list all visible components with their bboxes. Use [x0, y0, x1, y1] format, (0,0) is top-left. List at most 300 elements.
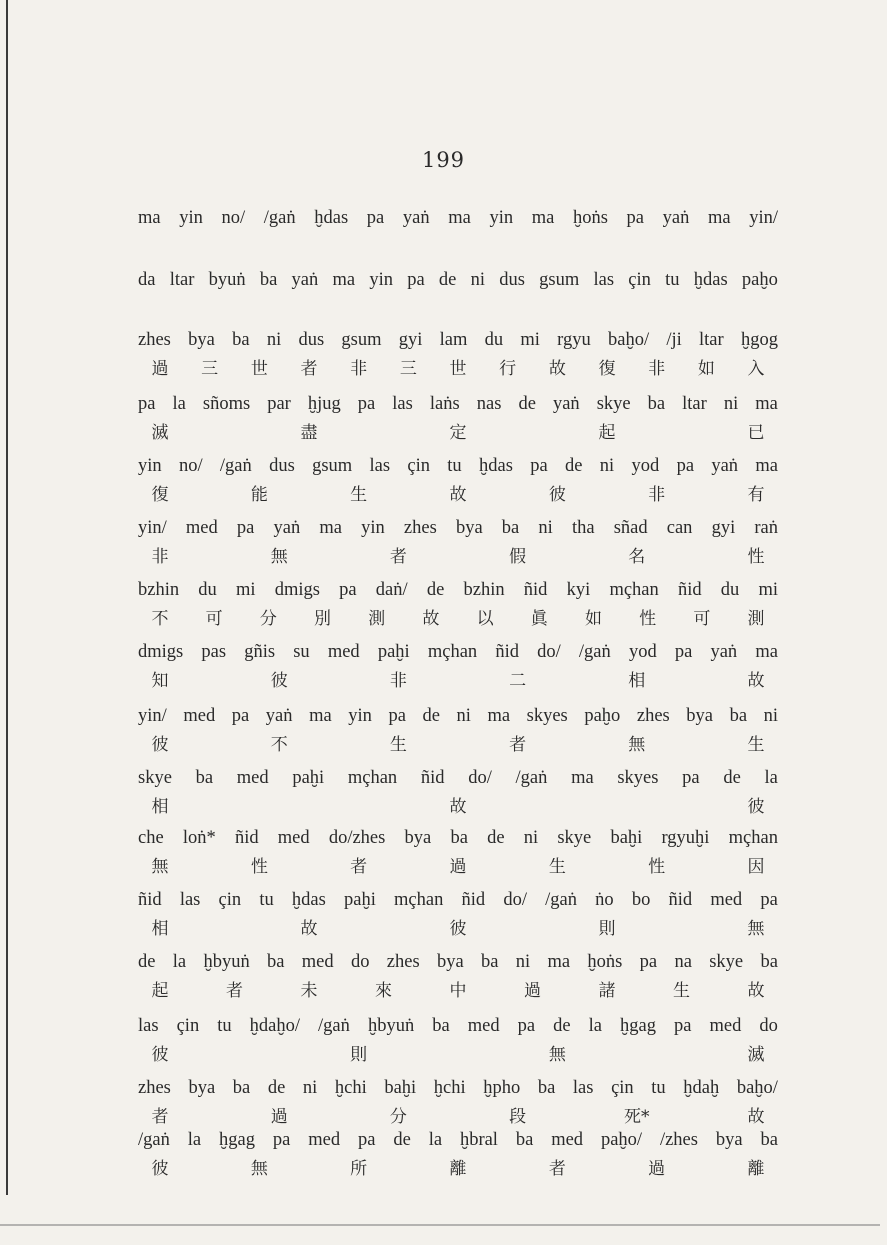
transliteration-word: zhes: [403, 518, 437, 538]
transliteration-word: paḫo: [584, 706, 621, 726]
transliteration-word: mi: [235, 580, 256, 600]
transliteration-word: skyes: [526, 706, 568, 726]
transliteration-word: de: [438, 270, 457, 290]
transliteration-word: baḫi: [384, 1078, 417, 1098]
transliteration-word: pa: [366, 208, 385, 228]
transliteration-word: ma: [448, 208, 471, 228]
chinese-gloss: [138, 1158, 778, 1180]
tibetan-transliteration: [138, 268, 778, 292]
chinese-character: 起: [151, 981, 169, 1001]
transliteration-word: do: [759, 1016, 778, 1036]
transliteration-word: ba: [232, 1078, 251, 1098]
chinese-character: 故: [422, 609, 440, 629]
transliteration-word: ḫdas: [479, 456, 513, 476]
transliteration-word: bya: [436, 952, 464, 972]
transliteration-word: dus: [269, 456, 295, 476]
chinese-character: 彼: [548, 485, 566, 505]
transliteration-word: skye: [709, 952, 744, 972]
chinese-character: 非: [350, 359, 368, 379]
transliteration-word: ñid: [495, 642, 519, 662]
transliteration-word: paḫo/: [600, 1130, 643, 1150]
chinese-character: 過: [449, 857, 467, 877]
chinese-character: 中: [449, 981, 467, 1001]
chinese-character: 則: [350, 1045, 368, 1065]
transliteration-word: /zhes: [659, 1130, 698, 1150]
transliteration-word: dus: [298, 330, 325, 350]
transliteration-word: tu: [651, 1078, 666, 1098]
transliteration-word: pa: [530, 456, 548, 476]
transliteration-word: bo: [631, 890, 651, 910]
chinese-gloss: [138, 980, 778, 1002]
transliteration-word: pa: [760, 890, 778, 910]
chinese-character: 故: [449, 797, 467, 817]
chinese-character: 故: [300, 919, 318, 939]
transliteration-word: bya: [715, 1130, 743, 1150]
chinese-gloss: [138, 670, 778, 692]
chinese-character: 者: [389, 547, 407, 567]
transliteration-word: ba: [647, 394, 666, 414]
transliteration-word: yaṅ: [291, 270, 319, 290]
chinese-character: 測: [747, 609, 765, 629]
transliteration-word: do/: [537, 642, 561, 662]
transliteration-word: ni: [470, 270, 485, 290]
page-number: 199: [421, 148, 466, 172]
chinese-character: 測: [368, 609, 386, 629]
transliteration-word: yin/: [749, 208, 778, 228]
transliteration-word: tha: [571, 518, 595, 538]
transliteration-word: ḫbyuṅ: [367, 1016, 415, 1036]
transliteration-word: ba: [267, 952, 285, 972]
transliteration-word: zhes: [138, 1078, 171, 1098]
transliteration-word: gyi: [711, 518, 736, 538]
transliteration-word: ḫjug: [307, 394, 341, 414]
transliteration-word: la: [588, 1016, 602, 1036]
transliteration-word: paḫi: [343, 890, 376, 910]
chinese-character: 未: [300, 981, 318, 1001]
chinese-character: 性: [747, 547, 765, 567]
chinese-character: 以: [476, 609, 494, 629]
transliteration-word: las: [179, 890, 201, 910]
tibetan-transliteration: [138, 888, 778, 912]
chinese-character: 諸: [598, 981, 616, 1001]
chinese-character: 性: [648, 857, 666, 877]
chinese-character: 無: [628, 735, 646, 755]
transliteration-word: pa: [339, 580, 357, 600]
transliteration-word: de: [393, 1130, 411, 1150]
chinese-character: 知: [151, 671, 169, 691]
transliteration-word: med: [236, 768, 269, 788]
tibetan-transliteration: [138, 516, 778, 540]
chinese-character: 名: [628, 547, 646, 567]
transliteration-word: yaṅ: [265, 706, 293, 726]
tibetan-transliteration: [138, 766, 778, 790]
transliteration-word: ltar: [682, 394, 707, 414]
chinese-character: 非: [389, 671, 407, 691]
transliteration-word: las: [593, 270, 615, 290]
transliteration-word: çin: [611, 1078, 634, 1098]
transliteration-word: ḫgag: [620, 1016, 656, 1036]
transliteration-word: ma: [138, 208, 161, 228]
transliteration-word: ltar: [169, 270, 195, 290]
chinese-character: 則: [598, 919, 616, 939]
transliteration-word: skye: [138, 768, 172, 788]
transliteration-word: do/: [503, 890, 527, 910]
transliteration-word: ni: [302, 1078, 318, 1098]
transliteration-word: mi: [758, 580, 778, 600]
transliteration-word: /gaṅ: [578, 642, 611, 662]
chinese-character: 盡: [300, 423, 318, 443]
transliteration-word: ba: [537, 1078, 556, 1098]
transliteration-word: ni: [523, 828, 539, 848]
chinese-character: 復: [598, 359, 616, 379]
transliteration-word: gsum: [312, 456, 353, 476]
transliteration-word: mçhan: [394, 890, 444, 910]
chinese-character: 滅: [151, 423, 169, 443]
transliteration-word: ḫoṅs: [587, 952, 623, 972]
transliteration-word: dmigs: [274, 580, 320, 600]
chinese-gloss: [138, 484, 778, 506]
chinese-gloss: [138, 422, 778, 444]
transliteration-word: pa: [517, 1016, 536, 1036]
transliteration-word: med: [467, 1016, 500, 1036]
transliteration-word: tu: [259, 890, 274, 910]
chinese-character: 彼: [151, 1159, 169, 1179]
transliteration-word: pa: [388, 706, 406, 726]
transliteration-word: mi: [520, 330, 540, 350]
transliteration-word: ma: [755, 642, 778, 662]
chinese-character: 故: [548, 359, 566, 379]
transliteration-word: do/: [468, 768, 492, 788]
transliteration-word: bzhin: [463, 580, 505, 600]
transliteration-word: zhes: [636, 706, 670, 726]
transliteration-word: med: [710, 890, 743, 910]
chinese-character: 三: [201, 359, 219, 379]
transliteration-word: ba: [259, 270, 278, 290]
tibetan-transliteration: [138, 206, 778, 230]
chinese-character: 非: [648, 359, 666, 379]
chinese-character: 離: [747, 1159, 765, 1179]
transliteration-word: da: [138, 270, 156, 290]
transliteration-word: pa: [357, 394, 376, 414]
transliteration-word: ni: [515, 952, 531, 972]
transliteration-word: /gaṅ: [318, 1016, 350, 1036]
chinese-character: 來: [375, 981, 392, 1001]
transliteration-word: /gaṅ: [138, 1130, 170, 1150]
chinese-character: 過: [270, 1107, 288, 1127]
chinese-character: 生: [673, 981, 690, 1001]
transliteration-word: pa: [639, 952, 658, 972]
transliteration-word: ni: [266, 330, 282, 350]
chinese-character: 生: [747, 735, 765, 755]
transliteration-word: med: [327, 642, 360, 662]
transliteration-word: ma: [755, 394, 778, 414]
chinese-character: 相: [151, 919, 169, 939]
transliteration-word: baḫo/: [608, 330, 650, 350]
chinese-character: 無: [151, 857, 169, 877]
transliteration-word: ḫbral: [459, 1130, 498, 1150]
transliteration-word: la: [172, 952, 187, 972]
transliteration-word: ḫdas: [314, 208, 349, 228]
transliteration-word: ḫdaḫ: [683, 1078, 720, 1098]
transliteration-word: /ji: [666, 330, 682, 350]
chinese-character: 者: [509, 735, 527, 755]
transliteration-word: bya: [455, 518, 483, 538]
transliteration-word: paḫi: [377, 642, 410, 662]
transliteration-word: de: [565, 456, 583, 476]
chinese-character: 段: [509, 1107, 527, 1127]
transliteration-word: med: [185, 518, 218, 538]
chinese-character: 世: [449, 359, 467, 379]
transliteration-word: kyi: [566, 580, 591, 600]
chinese-character: 復: [151, 485, 169, 505]
chinese-character: 彼: [449, 919, 467, 939]
transliteration-word: mçhan: [609, 580, 659, 600]
tibetan-transliteration: [138, 392, 778, 416]
transliteration-word: ba: [501, 518, 520, 538]
transliteration-word: mçhan: [347, 768, 398, 788]
transliteration-word: ba: [760, 1130, 778, 1150]
tibetan-transliteration: [138, 1014, 778, 1038]
transliteration-word: ñid: [677, 580, 702, 600]
transliteration-word: ma: [707, 208, 731, 228]
chinese-character: 分: [389, 1107, 407, 1127]
transliteration-word: ñid: [138, 890, 162, 910]
transliteration-word: sñad: [613, 518, 648, 538]
chinese-character: 眞: [530, 609, 548, 629]
transliteration-word: yin: [138, 456, 162, 476]
chinese-character: 者: [350, 857, 368, 877]
transliteration-word: ni: [723, 394, 739, 414]
chinese-character: 過: [151, 359, 169, 379]
transliteration-word: du: [484, 330, 504, 350]
chinese-gloss: [138, 918, 778, 940]
transliteration-word: yin: [361, 518, 385, 538]
transliteration-word: ñid: [461, 890, 486, 910]
transliteration-word: pa: [272, 1130, 291, 1150]
chinese-character: 別: [314, 609, 332, 629]
chinese-character: 相: [151, 797, 169, 817]
transliteration-word: du: [720, 580, 740, 600]
chinese-character: 行: [499, 359, 517, 379]
transliteration-word: gñis: [244, 642, 276, 662]
transliteration-word: med: [277, 828, 310, 848]
transliteration-word: la: [172, 394, 186, 414]
tibetan-transliteration: [138, 950, 778, 974]
transliteration-word: tu: [665, 270, 680, 290]
transliteration-word: ḫgag: [219, 1130, 255, 1150]
transliteration-word: de: [426, 580, 445, 600]
chinese-gloss: [138, 608, 778, 630]
chinese-character: 所: [350, 1159, 368, 1179]
chinese-character: 如: [697, 359, 715, 379]
transliteration-word: ma: [571, 768, 594, 788]
transliteration-word: bya: [188, 330, 215, 350]
transliteration-word: pa: [674, 1016, 692, 1036]
transliteration-word: la: [187, 1130, 202, 1150]
transliteration-word: dus: [499, 270, 525, 290]
chinese-character: 相: [628, 671, 646, 691]
chinese-character: 離: [449, 1159, 467, 1179]
transliteration-word: raṅ: [754, 518, 778, 538]
transliteration-word: ḫpho: [483, 1078, 521, 1098]
transliteration-word: rgyuḫi: [661, 828, 710, 848]
transliteration-word: ma: [487, 706, 511, 726]
chinese-character: 生: [389, 735, 407, 755]
chinese-character: 可: [693, 609, 711, 629]
chinese-gloss: [138, 1106, 778, 1128]
transliteration-word: ba: [729, 706, 748, 726]
transliteration-word: yin: [489, 208, 514, 228]
transliteration-word: byuṅ: [208, 270, 246, 290]
chinese-character: 能: [250, 485, 268, 505]
transliteration-word: çin: [628, 270, 651, 290]
chinese-character: 者: [151, 1107, 169, 1127]
transliteration-word: /gaṅ: [219, 456, 252, 476]
transliteration-word: med: [308, 1130, 341, 1150]
chinese-character: 性: [639, 609, 657, 629]
page-left-edge: [6, 0, 8, 1195]
transliteration-word: ma: [319, 518, 342, 538]
tibetan-transliteration: [138, 328, 778, 352]
tibetan-transliteration: [138, 1076, 778, 1100]
chinese-character: 彼: [151, 735, 169, 755]
transliteration-word: ñid: [234, 828, 259, 848]
transliteration-word: gsum: [341, 330, 382, 350]
chinese-character: 有: [747, 485, 765, 505]
transliteration-word: de: [422, 706, 440, 726]
chinese-character: 入: [747, 359, 765, 379]
bottom-rule: [0, 1224, 880, 1226]
transliteration-word: pa: [138, 394, 156, 414]
transliteration-word: no/: [178, 456, 203, 476]
transliteration-word: las: [369, 456, 391, 476]
transliteration-word: ṅo: [595, 890, 614, 910]
transliteration-word: ba: [232, 330, 250, 350]
chinese-character: 彼: [151, 1045, 169, 1065]
transliteration-word: ma: [332, 270, 356, 290]
transliteration-word: ñid: [420, 768, 445, 788]
transliteration-word: yaṅ: [710, 642, 738, 662]
transliteration-word: gyi: [398, 330, 423, 350]
chinese-character: 滅: [747, 1045, 765, 1065]
transliteration-word: med: [183, 706, 216, 726]
transliteration-word: yaṅ: [402, 208, 430, 228]
transliteration-word: de: [138, 952, 156, 972]
chinese-character: 非: [151, 547, 169, 567]
transliteration-word: çin: [176, 1016, 200, 1036]
tibetan-transliteration: [138, 578, 778, 602]
chinese-character: 故: [449, 485, 467, 505]
transliteration-word: /gaṅ: [515, 768, 548, 788]
transliteration-word: ni: [538, 518, 553, 538]
chinese-character: 者: [300, 359, 318, 379]
chinese-character: 非: [648, 485, 666, 505]
transliteration-word: gsum: [539, 270, 580, 290]
transliteration-word: do/zhes: [328, 828, 386, 848]
transliteration-word: çin: [407, 456, 430, 476]
transliteration-word: pa: [674, 642, 693, 662]
chinese-character: 世: [250, 359, 268, 379]
chinese-character: 故: [747, 981, 765, 1001]
transliteration-word: ḫdas: [693, 270, 728, 290]
transliteration-word: ba: [432, 1016, 450, 1036]
transliteration-word: rgyu: [557, 330, 591, 350]
transliteration-word: skye: [557, 828, 592, 848]
tibetan-transliteration: [138, 826, 778, 850]
transliteration-word: ma: [755, 456, 778, 476]
transliteration-word: pa: [236, 518, 255, 538]
transliteration-word: yaṅ: [273, 518, 301, 538]
transliteration-word: de: [267, 1078, 286, 1098]
transliteration-word: no/: [221, 208, 246, 228]
transliteration-word: las: [572, 1078, 594, 1098]
transliteration-word: ba: [481, 952, 499, 972]
chinese-character: 因: [747, 857, 765, 877]
transliteration-word: baḫo/: [736, 1078, 778, 1098]
transliteration-word: las: [392, 394, 413, 414]
transliteration-word: do: [350, 952, 370, 972]
transliteration-word: la: [764, 768, 778, 788]
chinese-gloss: [138, 796, 778, 818]
transliteration-word: pa: [676, 456, 695, 476]
chinese-character: 生: [350, 485, 368, 505]
transliteration-word: su: [293, 642, 310, 662]
transliteration-word: las: [138, 1016, 159, 1036]
chinese-gloss: [138, 546, 778, 568]
transliteration-word: loṅ*: [182, 828, 216, 848]
chinese-gloss: [138, 358, 778, 380]
chinese-character: 分: [259, 609, 277, 629]
transliteration-word: çin: [218, 890, 242, 910]
transliteration-word: yin: [369, 270, 393, 290]
chinese-character: 無: [548, 1045, 566, 1065]
transliteration-word: bzhin: [138, 580, 180, 600]
transliteration-word: pas: [201, 642, 227, 662]
chinese-character: 起: [598, 423, 616, 443]
transliteration-word: de: [723, 768, 741, 788]
transliteration-word: du: [198, 580, 217, 600]
transliteration-word: ḫchi: [334, 1078, 367, 1098]
transliteration-word: lam: [439, 330, 468, 350]
chinese-character: 三: [399, 359, 417, 379]
transliteration-word: can: [666, 518, 693, 538]
transliteration-word: /gaṅ: [263, 208, 296, 228]
transliteration-word: yaṅ: [552, 394, 580, 414]
transliteration-word: zhes: [386, 952, 420, 972]
chinese-character: 不: [151, 609, 169, 629]
transliteration-word: med: [551, 1130, 584, 1150]
tibetan-transliteration: [138, 454, 778, 478]
transliteration-word: par: [267, 394, 291, 414]
transliteration-word: ma: [547, 952, 571, 972]
chinese-character: 無: [250, 1159, 268, 1179]
transliteration-word: pa: [357, 1130, 376, 1150]
transliteration-word: ltar: [699, 330, 724, 350]
transliteration-word: paḫo: [741, 270, 778, 290]
transliteration-word: la: [428, 1130, 443, 1150]
transliteration-word: med: [301, 952, 334, 972]
transliteration-word: de: [518, 394, 536, 414]
chinese-character: 故: [747, 671, 765, 691]
transliteration-word: laṅs: [429, 394, 460, 414]
transliteration-word: ba: [760, 952, 778, 972]
chinese-character: 不: [270, 735, 288, 755]
transliteration-word: ḫdas: [291, 890, 326, 910]
chinese-character: 無: [747, 919, 765, 939]
tibetan-transliteration: [138, 1128, 778, 1152]
chinese-character: 已: [747, 423, 765, 443]
transliteration-word: sñoms: [202, 394, 251, 414]
